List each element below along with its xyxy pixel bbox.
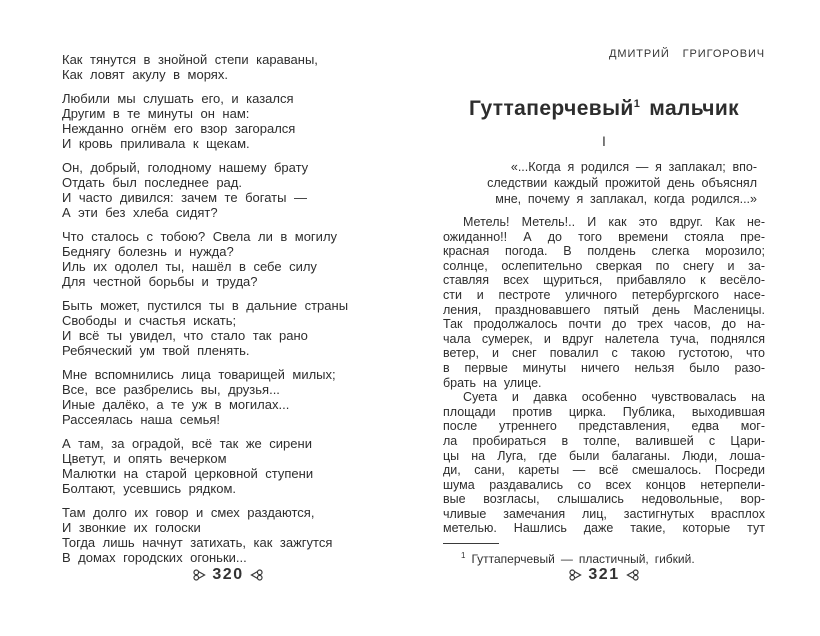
poem-line: Тогда лишь начнут затихать, как зажгутся <box>62 535 333 550</box>
story-paragraph <box>443 215 765 390</box>
epigraph-line: следствии каждый прожитой день объяснял <box>487 176 757 190</box>
poem-line: Как ловят акулу в морях. <box>62 67 228 82</box>
poem-stanza <box>62 52 394 82</box>
poem-stanza <box>62 91 394 151</box>
epigraph <box>443 159 765 207</box>
floral-ornament-icon <box>249 569 264 581</box>
prose-line: ди, сани, кареты — всё смешалось. Посреди <box>443 463 765 478</box>
prose-line: после утреннего представления, едва мог- <box>443 419 765 434</box>
poem-line: Мне вспомнились лица товарищей милых; <box>62 367 336 382</box>
poem-line: Для честной борьбы и труда? <box>62 274 258 289</box>
footnote-text: Гуттаперчевый — пластичный, гибкий. <box>471 552 695 567</box>
poem-line: Что сталось с тобою? Свела ли в могилу <box>62 229 338 244</box>
title-footnote-ref: 1 <box>633 98 641 110</box>
page-number-value: 320 <box>212 566 244 583</box>
prose-line: чливые замечания лиц, застигнутых врасплох <box>443 506 765 521</box>
poem-line: И кровь приливала к щекам. <box>62 136 250 151</box>
poem <box>62 52 394 565</box>
page-number-right <box>443 566 765 584</box>
footnote <box>443 549 765 566</box>
prose-line: чала сумерек, и вдруг налетела туча, поднялся <box>443 331 765 346</box>
poem-line: В домах городских огоньки... <box>62 550 247 565</box>
poem-line: Как тянутся в знойной степи караваны, <box>62 52 318 67</box>
page-number-value: 321 <box>588 566 620 583</box>
chapter-number: I <box>602 133 606 149</box>
poem-stanza <box>62 298 394 358</box>
prose-line: солнце, ослепительно сверкая по снегу и за- <box>443 258 765 273</box>
poem-line: А там, за оградой, всё так же сирени <box>62 436 312 451</box>
prose-line: площади против цирка. Публика, выходившая <box>443 404 765 419</box>
prose-line: сти и пестроте уличного петербургского насе- <box>443 287 765 302</box>
prose-line: Суета и давка особенно чувствовалась на <box>463 390 765 405</box>
title-main: Гуттаперчевый <box>468 97 634 120</box>
prose-line: шума раздавались со всех концов нетерпели- <box>443 477 765 492</box>
poem-line: Иные далёко, а те уж в могилах... <box>62 397 290 412</box>
poem-line: Иль их одолел ты, нашёл в себе силу <box>62 259 317 274</box>
poem-stanza <box>62 505 394 565</box>
prose-line: Метель! Метель!.. И как это вдруг. Как не- <box>463 215 765 229</box>
footnote-rule <box>443 543 499 544</box>
poem-stanza <box>62 367 394 427</box>
poem-line: И звонкие их голоски <box>62 520 201 535</box>
story-title <box>443 97 765 121</box>
footnote-marker: 1 <box>461 551 466 561</box>
story-text <box>443 215 765 536</box>
poem-stanza <box>62 160 394 220</box>
poem-line: Нежданно огнём его взор загорался <box>62 121 296 136</box>
prose-line: ставляя всех щуриться, прибавляло к весёло- <box>443 273 765 288</box>
prose-line: в первые минуты ничего нельзя было разо- <box>443 360 765 375</box>
poem-line: Другим в те минуты он нам: <box>62 106 250 121</box>
prose-line: Так продолжалось почти до трех часов, до на- <box>443 317 765 332</box>
poem-line: Цветут, и опять вечерком <box>62 451 227 466</box>
prose-line: ожиданно!! А до того времени стояла пре- <box>443 229 765 244</box>
floral-ornament-icon <box>568 569 583 581</box>
right-page <box>443 48 765 566</box>
poem-stanza <box>62 436 394 496</box>
poem-line: Он, добрый, голодному нашему брату <box>62 160 309 175</box>
poem-line: Все, все разбрелись вы, друзья... <box>62 382 280 397</box>
prose-line: брать на улице. <box>443 375 542 390</box>
title-tail: мальчик <box>649 97 740 120</box>
poem-line: Ребяческий ум твой пленять. <box>62 343 250 358</box>
poem-line: А эти без хлеба сидят? <box>62 205 218 220</box>
poem-line: Свободы и счастья искать; <box>62 313 237 328</box>
floral-ornament-icon <box>625 569 640 581</box>
prose-line: вые возгласы, слышались недовольные, вор- <box>443 492 765 507</box>
prose-line: ветер, и снег повалил с такою густотою, что <box>443 346 765 361</box>
running-header: ДМИТРИЙ ГРИГОРОВИЧ <box>609 48 765 60</box>
poem-line: Малютки на старой церковной ступени <box>62 466 314 481</box>
poem-line: И часто дивился: зачем те богаты — <box>62 190 307 205</box>
prose-line: ления, праздновавшего пятый день Масленицы. <box>443 302 765 317</box>
poem-line: Быть может, пустился ты в дальние страны <box>62 298 349 313</box>
poem-line: Там долго их говор и смех раздаются, <box>62 505 315 520</box>
poem-line: Любили мы слушать его, и казался <box>62 91 294 106</box>
prose-line: цы на Луга, где были балаганы. Люди, лоша- <box>443 448 765 463</box>
poem-line: Рассеялась наша семья! <box>62 412 221 427</box>
prose-line: ла пробираться в толпе, валившей с Цари- <box>443 433 765 448</box>
page-number-left <box>62 566 394 584</box>
poem-line: Отдать был последнее рад. <box>62 175 242 190</box>
epigraph-line: «...Когда я родился — я заплакал; впо- <box>510 160 757 174</box>
poem-line: Болтают, усевшись рядком. <box>62 481 236 496</box>
epigraph-line: мне, почему я заплакал, когда родился...» <box>495 192 757 206</box>
floral-ornament-icon <box>192 569 207 581</box>
left-page <box>62 52 394 574</box>
prose-line: красная погода. В полдень слегка морозило; <box>443 244 765 259</box>
prose-line: метелью. Нашлись даже такие, которые тут <box>443 521 765 536</box>
poem-line: Беднягу болезнь и нужда? <box>62 244 234 259</box>
story-paragraph <box>443 390 765 536</box>
poem-line: И всё ты увидел, что стало так рано <box>62 328 308 343</box>
poem-stanza <box>62 229 394 289</box>
